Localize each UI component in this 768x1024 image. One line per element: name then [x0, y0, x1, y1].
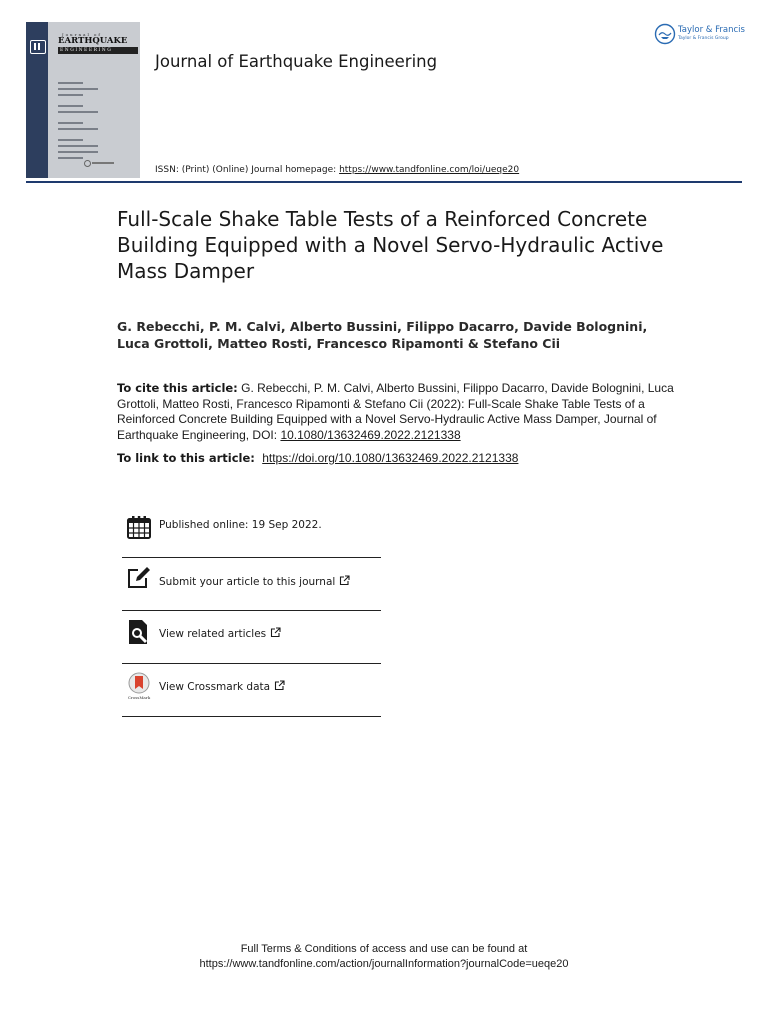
related-articles-row[interactable] — [122, 611, 381, 664]
publisher-logo-icon — [654, 23, 676, 45]
journal-cover-image — [26, 22, 140, 178]
external-link-icon — [339, 575, 350, 586]
cover-title — [58, 32, 138, 54]
submit-article-link[interactable]: Submit your article to this journal — [159, 575, 350, 588]
calendar-icon — [126, 514, 152, 540]
cover-publisher-mark — [84, 160, 114, 166]
article-doi-url-link[interactable]: https://doi.org/10.1080/13632469.2022.2121338 — [262, 451, 519, 465]
crossmark-caption: CrossMark — [127, 695, 151, 700]
citation-doi-link[interactable]: 10.1080/13632469.2022.2121338 — [280, 427, 461, 442]
publisher-group: Taylor & Francis Group — [678, 36, 729, 41]
crossmark-link[interactable]: View Crossmark data — [159, 680, 285, 693]
citation-block — [117, 381, 677, 443]
crossmark-icon — [126, 672, 152, 700]
article-authors: G. Rebecchi, P. M. Calvi, Alberto Bussini, Filippo Dacarro, Davide Bolognini, Luca Grottoli, Matteo Rosti, Francesco Ripamonti & Stefano Cii — [117, 319, 648, 351]
cover-small-text: Journal of — [62, 32, 102, 37]
footer-terms-text: Full Terms & Conditions of access and use can be found at — [240, 943, 528, 955]
article-link-label: To link to this article: — [117, 451, 255, 465]
citation-label: To cite this article: — [117, 381, 238, 395]
cover-big-text: EARTHQUAKE — [58, 36, 128, 46]
published-online-row — [122, 506, 381, 558]
publisher-name: Taylor & Francis — [678, 25, 745, 35]
crossmark-row[interactable] — [122, 664, 381, 717]
footer-terms-url[interactable]: https://www.tandfonline.com/action/journalInformation?journalCode=ueqe20 — [199, 958, 569, 970]
header-divider — [26, 181, 742, 183]
citation-text: G. Rebecchi, P. M. Calvi, Alberto Bussini, Filippo Dacarro, Davide Bolognini, Luca Grottoli, Matteo Rosti, Francesco Ripamonti & Stefano Cii (2022): Full-Scale Shake Table Tests of a Reinforced Concrete Building Equipped with a Novel Servo-Hydraulic Active Mass Damper, Journal of Earthquake Engineering, DOI: — [117, 381, 674, 442]
cover-logo-icon — [30, 40, 46, 54]
issn-line — [155, 165, 519, 175]
cover-bar-text: ENGINEERING — [58, 47, 138, 54]
edit-icon — [126, 565, 152, 591]
publisher-logo[interactable] — [654, 22, 754, 50]
published-online-text: Published online: 19 Sep 2022. — [159, 519, 322, 531]
journal-name: Journal of Earthquake Engineering — [155, 52, 438, 71]
related-articles-link[interactable]: View related articles — [159, 627, 281, 640]
submit-article-row[interactable] — [122, 558, 381, 611]
external-link-icon — [270, 627, 281, 638]
footer — [0, 942, 768, 972]
external-link-icon — [274, 680, 285, 691]
article-title: Full-Scale Shake Table Tests of a Reinforced Concrete Building Equipped with a Novel Servo-Hydraulic Active Mass Damper — [117, 207, 664, 283]
article-link-block — [117, 451, 677, 465]
cover-text-lines — [58, 82, 118, 163]
issn-text: ISSN: (Print) (Online) Journal homepage: — [155, 165, 340, 175]
article-info-list — [122, 506, 381, 717]
journal-homepage-link[interactable]: https://www.tandfonline.com/loi/ueqe20 — [339, 165, 520, 175]
search-document-icon — [126, 619, 152, 645]
